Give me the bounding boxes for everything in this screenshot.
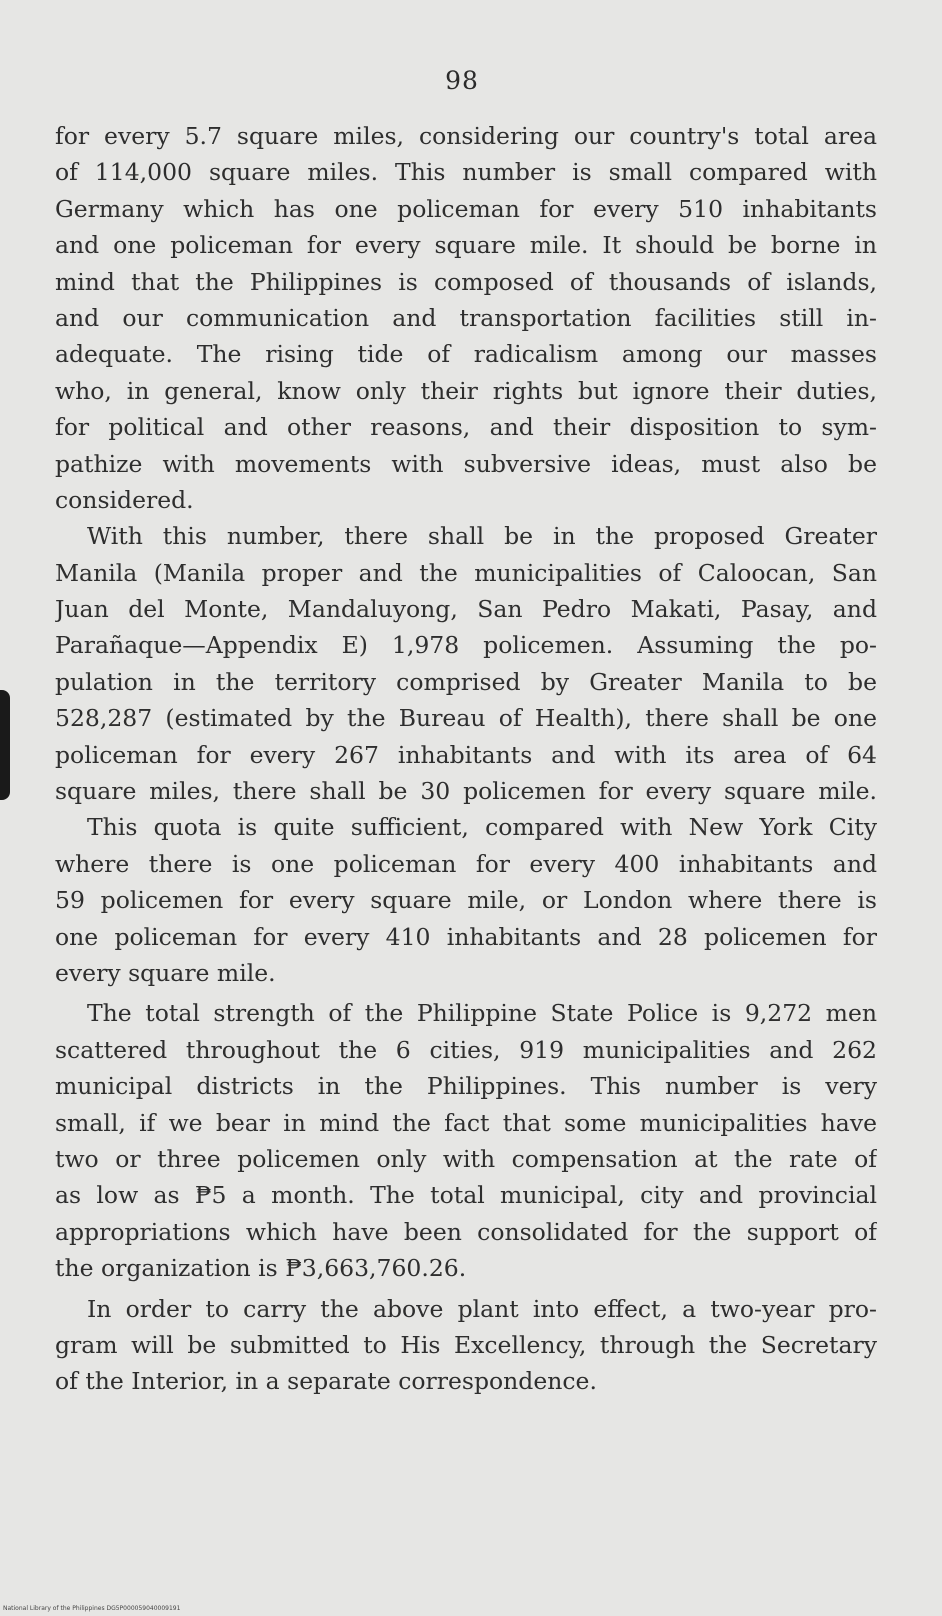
text-line: 59 policemen for every square mile, or London where there is (55, 886, 877, 915)
text-line: and one policeman for every square mile. It should be borne in (55, 231, 877, 260)
body-text (55, 118, 877, 1400)
text-line: With this number, there shall be in the proposed Greater (87, 522, 877, 551)
text-line: Manila (Manila proper and the municipalities of Caloocan, San (55, 558, 877, 587)
text-line: mind that the Philippines is composed of thousands of islands, (55, 267, 877, 296)
text-line: scattered throughout the 6 cities, 919 municipalities and 262 (55, 1035, 877, 1064)
page-number: 98 (445, 66, 479, 95)
text-line: The total strength of the Philippine State Police is 9,272 men (87, 999, 877, 1028)
text-line: one policeman for every 410 inhabitants and 28 policemen for (55, 922, 877, 951)
text-line: the organization is ₱3,663,760.26. (55, 1254, 467, 1283)
text-line: policeman for every 267 inhabitants and with its area of 64 (55, 740, 877, 769)
paragraph (55, 518, 877, 809)
paragraph (55, 1291, 877, 1400)
text-line: Juan del Monte, Mandaluyong, San Pedro Makati, Pasay, and (55, 595, 877, 624)
text-line: as low as ₱5 a month. The total municipal, city and provincial (55, 1181, 877, 1210)
text-line: 528,287 (estimated by the Bureau of Health), there shall be one (55, 704, 877, 733)
text-line: Germany which has one policeman for every 510 inhabitants (55, 194, 877, 223)
paragraph (55, 809, 877, 991)
text-line: of the Interior, in a separate correspondence. (55, 1367, 597, 1396)
text-line: who, in general, know only their rights but ignore their duties, (55, 376, 877, 405)
binding-shadow (0, 690, 10, 800)
text-line: gram will be submitted to His Excellency, through the Secretary (55, 1330, 877, 1359)
text-line: pulation in the territory comprised by Greater Manila to be (55, 667, 877, 696)
text-line: where there is one policeman for every 400 inhabitants and (55, 849, 877, 878)
text-line: appropriations which have been consolidated for the support of (55, 1217, 877, 1246)
scan-footer: National Library of the Philippines DG5P000059040009191 (3, 1605, 181, 1612)
text-line: municipal districts in the Philippines. This number is very (55, 1072, 877, 1101)
text-line: and our communication and transportation facilities still in- (55, 303, 877, 332)
text-line: considered. (55, 485, 194, 514)
text-line: small, if we bear in mind the fact that some municipalities have (55, 1108, 877, 1137)
text-line: Parañaque—Appendix E) 1,978 policemen. Assuming the po- (55, 631, 877, 660)
text-line: square miles, there shall be 30 policemen for every square mile. (55, 777, 877, 806)
text-line: for every 5.7 square miles, considering our country's total area (55, 122, 877, 150)
text-line: two or three policemen only with compensation at the rate of (55, 1144, 877, 1173)
paragraph (55, 995, 877, 1286)
text-line: every square mile. (55, 958, 276, 987)
text-line: adequate. The rising tide of radicalism among our masses (55, 340, 877, 369)
text-line: pathize with movements with subversive ideas, must also be (55, 449, 877, 478)
text-line: for political and other reasons, and their disposition to sym- (55, 413, 877, 442)
text-line: This quota is quite sufficient, compared with New York City (87, 813, 877, 842)
text-line: In order to carry the above plant into effect, a two-year pro- (87, 1294, 877, 1323)
text-line: of 114,000 square miles. This number is small compared with (55, 158, 877, 187)
paragraph (55, 118, 877, 518)
